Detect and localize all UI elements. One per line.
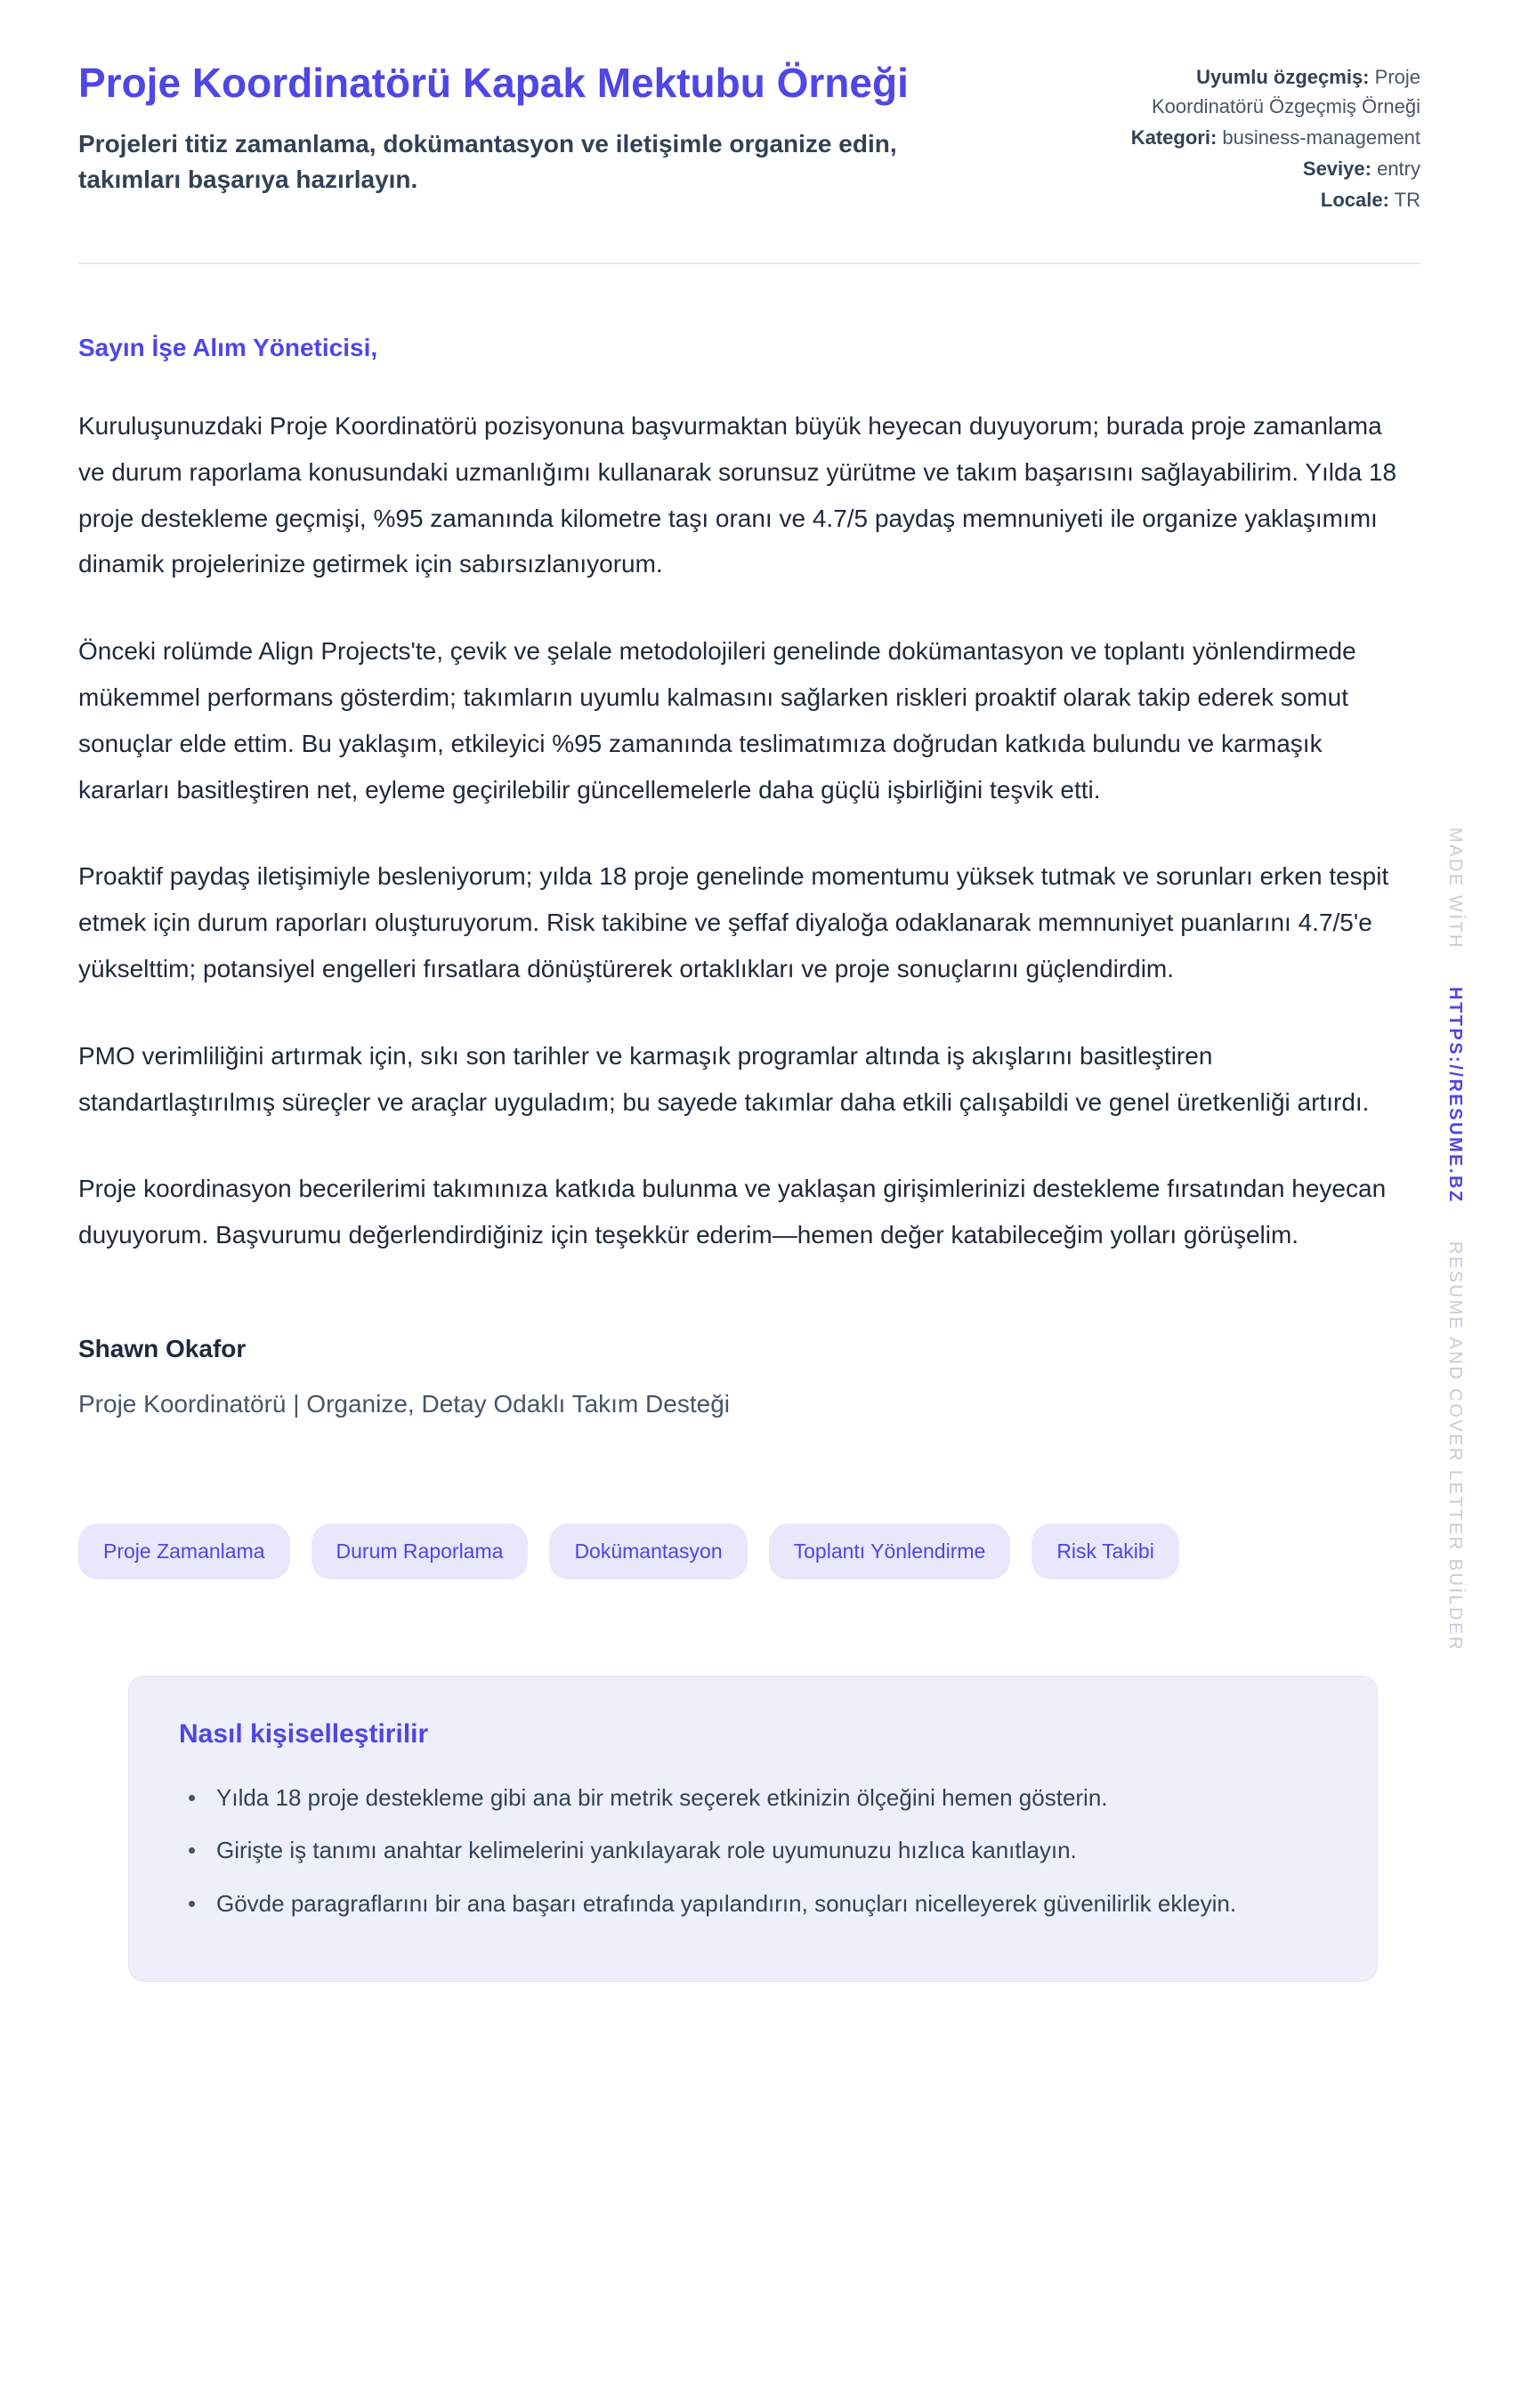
header-divider [78,263,1420,264]
meta-label-matching-resume: Uyumlu özgeçmiş: [1196,66,1370,88]
tag-proje-zamanlama: Proje Zamanlama [78,1523,290,1580]
signature-role: Proje Koordinatörü | Organize, Detay Odaklı Takım Desteği [78,1389,730,1418]
meta-value-matching-resume: Proje Koordinatörü Özgeçmiş Örneği [1151,66,1420,117]
watermark-site-link[interactable]: HTTPS://RESUME.BZ [1445,986,1465,1204]
watermark-prefix: MADE WİTH [1445,828,1465,949]
letter-paragraph-1: Kuruluşunuzdaki Proje Koordinatörü pozisyonuna başvurmaktan büyük heyecan duyuyorum; burada proje zamanlama ve durum raporlama konusundaki uzmanlığımı kullanarak sorunsuz yürütme ve takım başarısını sağlayabilirim. Yılda 18 proje destekleme geçmişi, %95 zamanında kilometre taşı oranı ve 4.7/5 paydaş memnuniyeti ile organize yaklaşımımı dinamik projelerinize getirmek için sabırsızlanıyorum. [78,412,1397,578]
meta-label-category: Kategori: [1130,126,1218,149]
tip-item-3: • Gövde paragraflarını bir ana başarı etrafında yapılandırın, sonuçları nicelleyerek güvenilirlik ekleyin. [179,1882,1309,1926]
tag-toplanti-yonlendirme: Toplantı Yönlendirme [769,1523,1011,1580]
meta-block [1082,57,1420,216]
tips-title: Nasıl kişiselleştirilir [179,1718,429,1749]
meta-row-locale [1082,185,1420,214]
header-left [78,57,924,216]
cover-letter-body [78,334,1420,1418]
page-title: Proje Koordinatörü Kapak Mektubu Örneği [78,60,909,106]
meta-row-level [1082,154,1420,183]
tag-dokumantasyon: Dokümantasyon [549,1523,747,1580]
skill-tag-list [78,1523,1420,1580]
tip-item-2: • Girişte iş tanımı anahtar kelimelerini yankılayarak role uyumunuzu hızlıca kanıtlayın. [179,1829,1309,1872]
personalization-tips-box [128,1676,1378,1982]
letter-paragraph-3: Proaktif paydaş iletişimiyle besleniyorum; yılda 18 proje genelinde momentumu yüksek tutmak ve sorunları erken tespit etmek için durum raporları oluşturuyorum. Risk takibine ve şeffaf diyaloğa odaklanarak memnuniyet puanlarını 4.7/5'e yükselttim; potansiyel engelleri fırsatlara dönüştürerek ortaklıkları ve proje sonuçlarını güçlendirdim. [78,862,1389,982]
made-with-watermark [1444,828,1465,1651]
meta-row-matching-resume [1082,62,1420,121]
page-subtitle: Projeleri titiz zamanlama, dokümantasyon ve iletişimle organize edin, takımları başarıya hazırlayın. [78,129,897,194]
tips-list [179,1776,1327,1926]
meta-label-level: Seviye: [1302,158,1371,180]
signature-name: Shawn Okafor [78,1334,247,1362]
meta-value-level: entry [1377,158,1420,180]
header [78,57,1420,216]
tip-item-1: • Yılda 18 proje destekleme gibi ana bir metrik seçerek etkinizin ölçeğini hemen gösterin. [179,1776,1309,1820]
tag-risk-takibi: Risk Takibi [1032,1523,1179,1580]
letter-paragraph-5: Proje koordinasyon becerilerimi takımınıza katkıda bulunma ve yaklaşan girişimlerinizi destekleme fırsatından heyecan duyuyorum. Başvurumu değerlendirdiğiniz için teşekkür ederim—hemen değer katabileceğim yolları görüşelim. [78,1175,1387,1249]
meta-label-locale: Locale: [1320,189,1389,211]
meta-row-category [1082,123,1420,152]
meta-value-locale: TR [1394,189,1420,211]
tag-durum-raporlama: Durum Raporlama [312,1523,529,1580]
letter-greeting: Sayın İşe Alım Yöneticisi, [78,334,378,361]
watermark-suffix: RESUME AND COVER LETTER BUİLDER [1445,1240,1465,1652]
letter-paragraph-2: Önceki rolümde Align Projects'te, çevik ve şelale metodolojileri genelinde dokümantasyon ve toplantı yönlendirmede mükemmel performans gösterdim; takımların uyumlu kalmasını sağlarken riskleri proaktif olarak takip ederek somut sonuçlar elde ettim. Bu yaklaşım, etkileyici %95 zamanında teslimatımıza doğrudan katkıda bulundu ve karmaşık kararları basitleştiren net, eyleme geçirilebilir güncellemelerle daha güçlü işbirliğini teşvik etti. [78,637,1356,804]
letter-paragraph-4: PMO verimliliğini artırmak için, sıkı son tarihler ve karmaşık programlar altında iş akışlarını basitleştiren standartlaştırılmış süreçler ve araçlar uyguladım; bu sayede takımlar daha etkili çalışabildi ve genel üretkenliği artırdı. [78,1041,1370,1116]
meta-value-category: business-management [1222,126,1420,149]
